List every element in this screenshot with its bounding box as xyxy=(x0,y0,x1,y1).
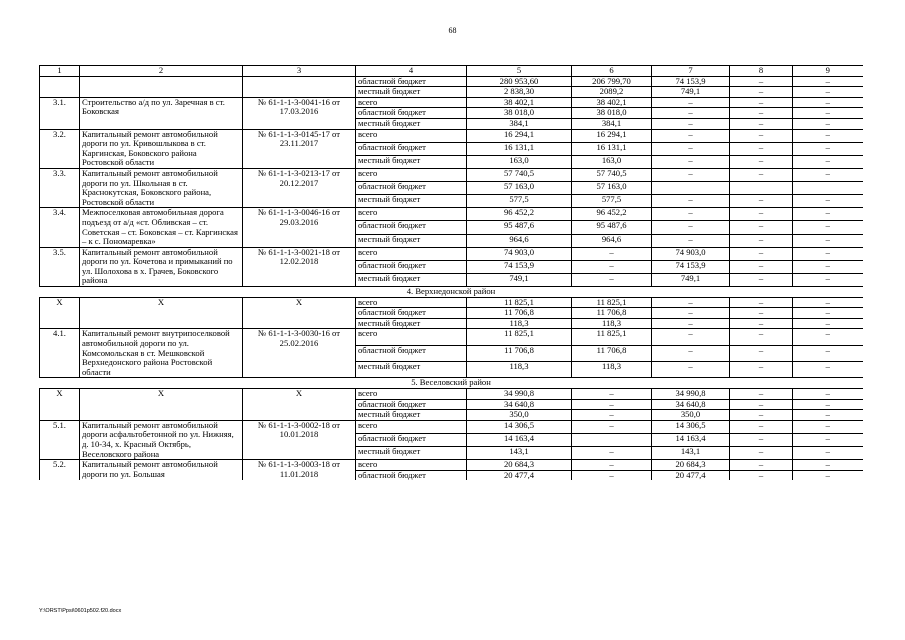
amount-total: 14 306,5 xyxy=(467,420,572,433)
amount-col6: 16 131,1 xyxy=(572,142,652,155)
funding-source: местный бюджет xyxy=(356,410,467,421)
amount-col8: – xyxy=(730,195,793,208)
amount-col9: – xyxy=(793,97,863,108)
amount-col8: – xyxy=(730,329,793,345)
funding-source: областной бюджет xyxy=(356,308,467,319)
item-number: 3.1. xyxy=(40,97,80,129)
amount-col8: – xyxy=(730,129,793,142)
amount-col9: – xyxy=(793,260,863,273)
amount-total: 95 487,6 xyxy=(467,221,572,234)
amount-col7: – xyxy=(652,97,730,108)
amount-col9: – xyxy=(793,129,863,142)
amount-total: 143,1 xyxy=(467,447,572,460)
amount-col6: 964,6 xyxy=(572,234,652,247)
amount-col8: – xyxy=(730,168,793,181)
table-row xyxy=(40,389,863,400)
amount-col7: 74 903,0 xyxy=(652,247,730,260)
funding-source: местный бюджет xyxy=(356,447,467,460)
header-row xyxy=(40,66,863,77)
amount-col8: – xyxy=(730,247,793,260)
amount-col7: – xyxy=(652,318,730,329)
table-row xyxy=(40,420,863,433)
amount-col8: – xyxy=(730,108,793,119)
expertise-doc: Х xyxy=(243,389,356,421)
amount-col6: – xyxy=(572,447,652,460)
amount-col7: – xyxy=(652,234,730,247)
object-name: Капитальный ремонт автомобильной дороги по ул. Кривошлыкова в ст. Каргинская, Боковского района Ростовской области xyxy=(80,129,243,168)
funding-source: всего xyxy=(356,460,467,471)
item-number: 5.2. xyxy=(40,460,80,481)
funding-source: местный бюджет xyxy=(356,87,467,98)
amount-col6: – xyxy=(572,460,652,471)
amount-col8: – xyxy=(730,97,793,108)
amount-col9 xyxy=(793,182,863,195)
amount-col6: 118,3 xyxy=(572,362,652,378)
table-row xyxy=(40,247,863,260)
funding-source: местный бюджет xyxy=(356,362,467,378)
amount-total: 74 153,9 xyxy=(467,260,572,273)
amount-col9: – xyxy=(793,76,863,87)
expertise-doc: № 61-1-1-3-0003-18 от 11.01.2018 xyxy=(243,460,356,481)
amount-total: 11 825,1 xyxy=(467,297,572,308)
amount-col9: – xyxy=(793,247,863,260)
funding-source: местный бюджет xyxy=(356,318,467,329)
amount-col9: – xyxy=(793,273,863,286)
expertise-doc: № 61-1-1-3-0002-18 от 10.01.2018 xyxy=(243,420,356,459)
amount-col7: – xyxy=(652,221,730,234)
amount-col9: – xyxy=(793,87,863,98)
table-row xyxy=(40,297,863,308)
amount-col6: – xyxy=(572,399,652,410)
funding-source: местный бюджет xyxy=(356,234,467,247)
amount-col8: – xyxy=(730,221,793,234)
amount-col7: 143,1 xyxy=(652,447,730,460)
amount-col7: – xyxy=(652,195,730,208)
amount-col9: – xyxy=(793,329,863,345)
funding-source: всего xyxy=(356,329,467,345)
section-title: 4. Верхнедонской район xyxy=(40,287,863,298)
amount-col8: – xyxy=(730,447,793,460)
amount-col7: – xyxy=(652,329,730,345)
amount-col6: 118,3 xyxy=(572,318,652,329)
amount-total: 34 640,8 xyxy=(467,399,572,410)
amount-col8: – xyxy=(730,118,793,129)
amount-col8: – xyxy=(730,399,793,410)
amount-col9: – xyxy=(793,399,863,410)
header-cell: 1 xyxy=(40,66,80,77)
amount-col8: – xyxy=(730,389,793,400)
amount-col9: – xyxy=(793,168,863,181)
amount-col9: – xyxy=(793,389,863,400)
table-row xyxy=(40,329,863,345)
amount-col9: – xyxy=(793,195,863,208)
amount-col9: – xyxy=(793,155,863,168)
amount-total: 16 131,1 xyxy=(467,142,572,155)
amount-col8 xyxy=(730,182,793,195)
header-cell: 3 xyxy=(243,66,356,77)
amount-col6: 163,0 xyxy=(572,155,652,168)
amount-total: 964,6 xyxy=(467,234,572,247)
amount-col6: 96 452,2 xyxy=(572,208,652,221)
expertise-doc: № 61-1-1-3-0213-17 от 20.12.2017 xyxy=(243,168,356,207)
amount-col7: – xyxy=(652,345,730,361)
amount-col9: – xyxy=(793,142,863,155)
expertise-doc: № 61-1-1-3-0021-18 от 12.02.2018 xyxy=(243,247,356,286)
amount-col7: – xyxy=(652,155,730,168)
amount-col8: – xyxy=(730,76,793,87)
table-row xyxy=(40,76,863,87)
amount-total: 57 740,5 xyxy=(467,168,572,181)
amount-col9: – xyxy=(793,308,863,319)
amount-col6: 57 163,0 xyxy=(572,182,652,195)
amount-col8: – xyxy=(730,87,793,98)
amount-col6 xyxy=(572,433,652,446)
amount-total: 74 903,0 xyxy=(467,247,572,260)
amount-col6: 16 294,1 xyxy=(572,129,652,142)
amount-col7: 749,1 xyxy=(652,87,730,98)
table-row xyxy=(40,97,863,108)
amount-col9: – xyxy=(793,345,863,361)
amount-col9: – xyxy=(793,208,863,221)
item-number xyxy=(40,76,80,97)
funding-source: областной бюджет xyxy=(356,260,467,273)
header-cell: 5 xyxy=(467,66,572,77)
object-name: Х xyxy=(80,389,243,421)
table-row xyxy=(40,460,863,471)
amount-col9: – xyxy=(793,108,863,119)
amount-col6: 206 799,70 xyxy=(572,76,652,87)
amount-col6: 577,5 xyxy=(572,195,652,208)
amount-col7: – xyxy=(652,297,730,308)
amount-total: 16 294,1 xyxy=(467,129,572,142)
amount-total: 749,1 xyxy=(467,273,572,286)
funding-source: областной бюджет xyxy=(356,345,467,361)
amount-col6: 11 706,8 xyxy=(572,308,652,319)
amount-col8: – xyxy=(730,260,793,273)
amount-col6: – xyxy=(572,470,652,480)
amount-col8: – xyxy=(730,234,793,247)
header-cell: 6 xyxy=(572,66,652,77)
amount-col9: – xyxy=(793,460,863,471)
amount-total: 577,5 xyxy=(467,195,572,208)
amount-col9: – xyxy=(793,420,863,433)
funding-source: областной бюджет xyxy=(356,76,467,87)
expertise-doc: № 61-1-1-3-0030-16 от 25.02.2016 xyxy=(243,329,356,378)
amount-col8: – xyxy=(730,410,793,421)
amount-col9: – xyxy=(793,118,863,129)
amount-col6: – xyxy=(572,389,652,400)
object-name: Капитальный ремонт автомобильной дороги по ул. Школьная в ст. Краснокутская, Боковского района, Ростовской области xyxy=(80,168,243,207)
item-number: 4.1. xyxy=(40,329,80,378)
file-path-footer: Y:\ORST\Ppsi\0601p502.f20.docx xyxy=(39,608,122,614)
amount-total: 20 684,3 xyxy=(467,460,572,471)
amount-col9: – xyxy=(793,297,863,308)
amount-col7: 34 640,8 xyxy=(652,399,730,410)
amount-col7: – xyxy=(652,108,730,119)
amount-col6: 57 740,5 xyxy=(572,168,652,181)
amount-total: 14 163,4 xyxy=(467,433,572,446)
amount-total: 118,3 xyxy=(467,362,572,378)
amount-total: 96 452,2 xyxy=(467,208,572,221)
funding-source: всего xyxy=(356,168,467,181)
amount-col6: – xyxy=(572,410,652,421)
expertise-doc: № 61-1-1-3-0041-16 от 17.03.2016 xyxy=(243,97,356,129)
amount-col7: 74 153,9 xyxy=(652,260,730,273)
funding-source: всего xyxy=(356,129,467,142)
amount-col6: – xyxy=(572,260,652,273)
table-row xyxy=(40,168,863,181)
item-number: Х xyxy=(40,389,80,421)
amount-col8: – xyxy=(730,273,793,286)
amount-col9: – xyxy=(793,362,863,378)
funding-source: всего xyxy=(356,97,467,108)
amount-col7: 14 306,5 xyxy=(652,420,730,433)
amount-col9: – xyxy=(793,447,863,460)
funding-source: всего xyxy=(356,247,467,260)
item-number: 3.5. xyxy=(40,247,80,286)
amount-col8: – xyxy=(730,362,793,378)
item-number: 3.2. xyxy=(40,129,80,168)
amount-col6: 384,1 xyxy=(572,118,652,129)
funding-source: областной бюджет xyxy=(356,433,467,446)
amount-col8: – xyxy=(730,433,793,446)
amount-col6: 38 402,1 xyxy=(572,97,652,108)
header-cell: 9 xyxy=(793,66,863,77)
funding-source: всего xyxy=(356,420,467,433)
amount-col6: 11 825,1 xyxy=(572,329,652,345)
funding-source: местный бюджет xyxy=(356,155,467,168)
amount-total: 38 018,0 xyxy=(467,108,572,119)
section-row xyxy=(40,287,863,298)
funding-source: всего xyxy=(356,297,467,308)
amount-col7 xyxy=(652,182,730,195)
object-name: Капитальный ремонт автомобильной дороги по ул. Большая xyxy=(80,460,243,481)
amount-col8: – xyxy=(730,345,793,361)
amount-col8: – xyxy=(730,460,793,471)
amount-col7: 20 477,4 xyxy=(652,470,730,480)
amount-col8: – xyxy=(730,297,793,308)
amount-col7: – xyxy=(652,208,730,221)
amount-total: 20 477,4 xyxy=(467,470,572,480)
amount-col7: – xyxy=(652,362,730,378)
expertise-doc: № 61-1-1-3-0145-17 от 23.11.2017 xyxy=(243,129,356,168)
amount-total: 2 838,30 xyxy=(467,87,572,98)
funding-source: всего xyxy=(356,389,467,400)
amount-total: 11 706,8 xyxy=(467,308,572,319)
amount-col8: – xyxy=(730,308,793,319)
header-cell: 7 xyxy=(652,66,730,77)
object-name: Строительство а/д по ул. Заречная в ст. Боковская xyxy=(80,97,243,129)
amount-col7: – xyxy=(652,118,730,129)
amount-col7: 749,1 xyxy=(652,273,730,286)
amount-total: 38 402,1 xyxy=(467,97,572,108)
amount-col7: – xyxy=(652,168,730,181)
header-cell: 8 xyxy=(730,66,793,77)
amount-col8: – xyxy=(730,142,793,155)
header-cell: 4 xyxy=(356,66,467,77)
object-name: Капитальный ремонт внутрипоселковой автомобильной дороги по ул. Комсомольская в ст. Мешковской Верхнедонского района Ростовской области xyxy=(80,329,243,378)
object-name: Межпоселковая автомобильная дорога подъезд от а/д «ст. Обливская – ст. Советская – ст. Боковская – ст. Каргинская – к с. Пономаревка» xyxy=(80,208,243,247)
amount-col8: – xyxy=(730,208,793,221)
item-number: Х xyxy=(40,297,80,329)
funding-source: местный бюджет xyxy=(356,118,467,129)
funding-source: областной бюджет xyxy=(356,108,467,119)
amount-total: 163,0 xyxy=(467,155,572,168)
page-number: 68 xyxy=(448,26,457,35)
amount-col7: 350,0 xyxy=(652,410,730,421)
amount-col9: – xyxy=(793,410,863,421)
object-name: Капитальный ремонт автомобильной дороги по ул. Кочетова и примыканий по ул. Шолохова в х. Грачев, Боковского района xyxy=(80,247,243,286)
amount-col9: – xyxy=(793,433,863,446)
amount-total: 11 825,1 xyxy=(467,329,572,345)
expertise-doc: № 61-1-1-3-0046-16 от 29.03.2016 xyxy=(243,208,356,247)
amount-col6: 95 487,6 xyxy=(572,221,652,234)
amount-col7: – xyxy=(652,308,730,319)
amount-total: 118,3 xyxy=(467,318,572,329)
header-cell: 2 xyxy=(80,66,243,77)
amount-col7: 14 163,4 xyxy=(652,433,730,446)
expertise-doc: Х xyxy=(243,297,356,329)
expertise-doc xyxy=(243,76,356,97)
amount-total: 11 706,8 xyxy=(467,345,572,361)
table-row xyxy=(40,129,863,142)
amount-col8: – xyxy=(730,155,793,168)
funding-source: областной бюджет xyxy=(356,182,467,195)
funding-source: местный бюджет xyxy=(356,273,467,286)
item-number: 5.1. xyxy=(40,420,80,459)
funding-source: всего xyxy=(356,208,467,221)
amount-col7: 34 990,8 xyxy=(652,389,730,400)
object-name: Капитальный ремонт автомобильной дороги асфальтобетонной по ул. Нижняя, д. 10-34, х. Красный Октябрь, Веселовского района xyxy=(80,420,243,459)
object-name: Х xyxy=(80,297,243,329)
section-title: 5. Веселовский район xyxy=(40,378,863,389)
amount-total: 34 990,8 xyxy=(467,389,572,400)
amount-total: 57 163,0 xyxy=(467,182,572,195)
table-row xyxy=(40,208,863,221)
amount-total: 350,0 xyxy=(467,410,572,421)
amount-total: 384,1 xyxy=(467,118,572,129)
amount-col9: – xyxy=(825,469,830,480)
amount-col7: – xyxy=(652,142,730,155)
section-row xyxy=(40,378,863,389)
amount-col7: 74 153,9 xyxy=(652,76,730,87)
amount-col8: – xyxy=(730,470,793,480)
funding-source: областной бюджет xyxy=(356,399,467,410)
amount-col6: 2089,2 xyxy=(572,87,652,98)
funding-source: областной бюджет xyxy=(356,221,467,234)
amount-col9: – xyxy=(793,234,863,247)
object-name xyxy=(80,76,243,97)
budget-table xyxy=(39,65,863,480)
item-number: 3.4. xyxy=(40,208,80,247)
funding-source: областной бюджет xyxy=(356,470,467,480)
amount-col7: – xyxy=(652,129,730,142)
funding-source: местный бюджет xyxy=(356,195,467,208)
amount-total: 280 953,60 xyxy=(467,76,572,87)
amount-col8: – xyxy=(730,318,793,329)
amount-col6: 38 018,0 xyxy=(572,108,652,119)
item-number: 3.3. xyxy=(40,168,80,207)
amount-col9: – xyxy=(793,221,863,234)
amount-col6: – xyxy=(572,273,652,286)
amount-col6: 11 825,1 xyxy=(572,297,652,308)
amount-col6: – xyxy=(572,247,652,260)
funding-source: областной бюджет xyxy=(356,142,467,155)
amount-col6: 11 706,8 xyxy=(572,345,652,361)
amount-col6: – xyxy=(572,420,652,433)
amount-col8: – xyxy=(730,420,793,433)
amount-col7: 20 684,3 xyxy=(652,460,730,471)
amount-col9: – xyxy=(793,318,863,329)
